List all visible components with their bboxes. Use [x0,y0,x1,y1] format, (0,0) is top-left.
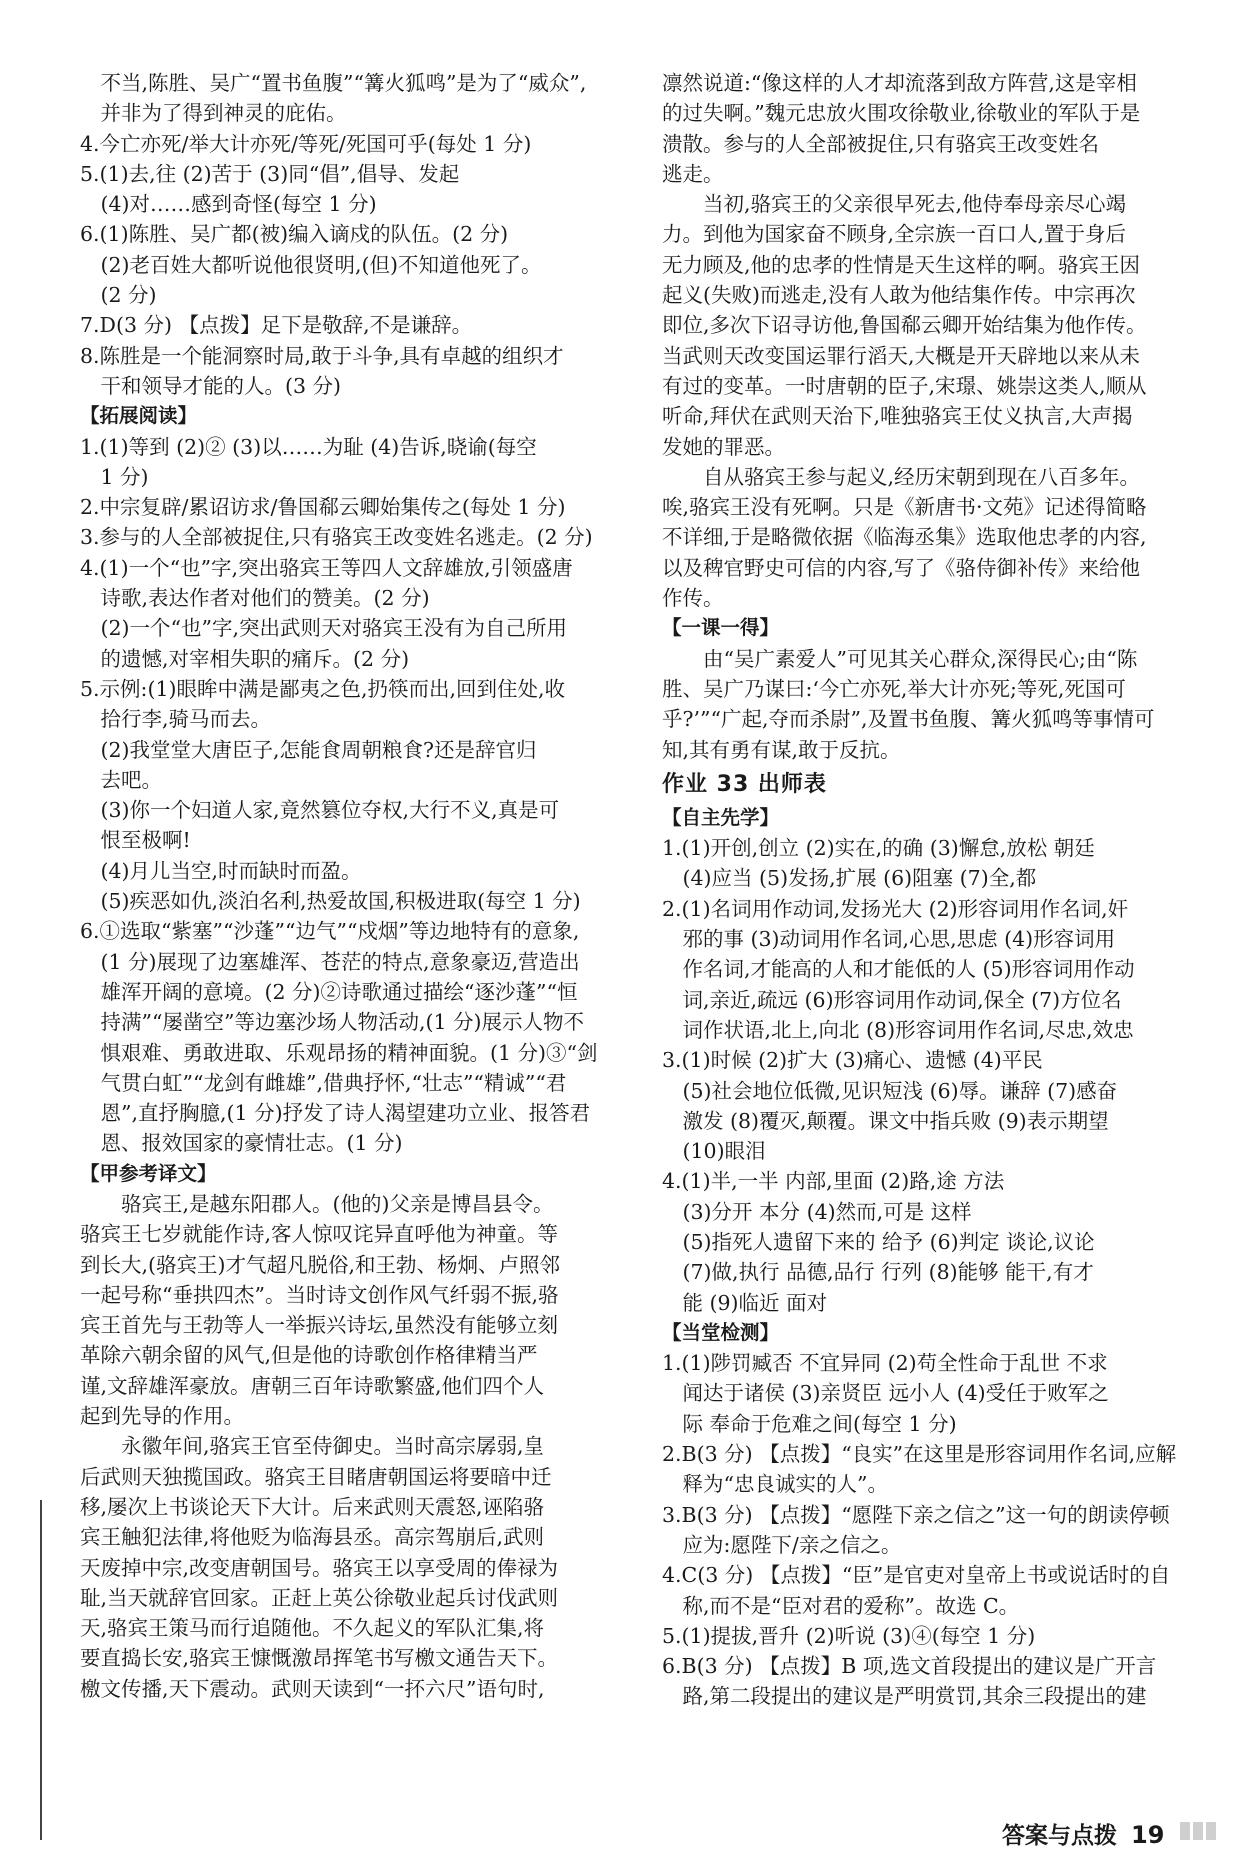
text-line: 宾王触犯法律,将他贬为临海县丞。高宗驾崩后,武则 [80,1525,545,1550]
text-line: 诗歌,表达作者对他们的赞美。(2 分) [100,586,430,611]
margin-line [40,1500,42,1840]
text-line: 天,骆宾王策马而行追随他。不久起义的军队汇集,将 [80,1616,545,1641]
text-line: 词作状语,北上,向北 (8)形容词用作名词,尽忠,效忠 [682,1017,1134,1042]
text-line: 作名词,才能高的人和才能低的人 (5)形容词用作动 [682,957,1135,982]
text-line: 恩、报效国家的豪情壮志。(1 分) [100,1131,403,1156]
text-line: 持满”“屡凿空”等边塞沙场人物活动,(1 分)展示人物不 [100,1010,585,1035]
text-line: (2)老百姓大都听说他很贤明,(但)不知道他死了。 [100,252,542,277]
text-line: (3)分开 本分 (4)然而,可是 这样 [682,1199,972,1224]
page-footer [1002,1817,1164,1850]
text-line: 当武则天改变国运罪行滔天,大概是开天辟地以来从未 [662,343,1141,368]
text-line: 逃走。 [662,161,724,186]
text-line: 天废掉中宗,改变唐朝国号。骆宾王以享受周的俸禄为 [80,1555,559,1580]
text-line: 1 分) [100,464,149,489]
text-line: (2 分) [100,283,157,308]
text-line: 谨,文辞雄浑豪放。唐朝三百年诗歌繁盛,他们四个人 [80,1373,545,1398]
text-line: 起到先导的作用。 [80,1404,244,1429]
text-line: 凛然说道:“像这样的人才却流落到敌方阵营,这是宰相 [662,71,1137,95]
left-column [80,68,640,1704]
text-line: 干和领导才能的人。(3 分) [100,373,342,398]
text-line: 宾王首先与王勃等人一举振兴诗坛,虽然没有能够立刻 [80,1313,559,1338]
text-line: 不当,陈胜、吴广“置书鱼腹”“篝火狐鸣”是为了“威众”, [100,71,587,95]
section-heading: 【当堂检测】 [662,1320,780,1344]
text-line: 4.(1)半,一半 内部,里面 (2)路,途 方法 [662,1169,1005,1194]
text-line: 1.(1)开创,创立 (2)实在,的确 (3)懈怠,放松 朝廷 [662,836,1095,861]
text-line: 7.D(3 分) 【点拨】足下是敬辞,不是谦辞。 [80,313,473,338]
section-heading: 【甲参考译文】 [80,1161,217,1185]
text-line: 由“吴广素爱人”可见其关心群众,深得民心;由“陈 [703,646,1138,671]
text-line: 革除六朝余留的风气,但是他的诗歌创作格律精当严 [80,1343,538,1368]
text-line: 5.(1)去,往 (2)苦于 (3)同“倡”,倡导、发起 [80,161,460,186]
text-line: 听命,拜伏在武则天治下,唯独骆宾王仗义执言,大声揭 [662,404,1133,429]
text-line: 气贯白虹”“龙剑有雌雄”,借典抒怀,“壮志”“精诚”“君 [100,1070,567,1095]
text-line: 称,而不是“臣对君的爱称”。故选 C。 [682,1593,1020,1618]
text-line: 溃散。参与的人全部被捉住,只有骆宾王改变姓名 [662,131,1100,156]
text-line: 3.参与的人全部被捉住,只有骆宾王改变姓名逃走。(2 分) [80,525,593,550]
text-line: 移,屡次上书谈论天下大计。后来武则天震怒,诬陷骆 [80,1494,545,1519]
text-line: 有过的变革。一时唐朝的臣子,宋璟、姚崇这类人,顺从 [662,373,1147,398]
text-line: 恨至极啊! [100,828,191,853]
text-line: 6.①选取“紫塞”“沙蓬”“边气”“戍烟”等边地特有的意象, [80,919,580,944]
text-line: (3)你一个妇道人家,竟然篡位夺权,大行不义,真是可 [100,798,560,823]
text-line: 4.今亡亦死/举大计亦死/等死/死国可乎(每处 1 分) [80,131,532,156]
text-line: 的过失啊。”魏元忠放火围攻徐敬业,徐敬业的军队于是 [662,101,1141,126]
page-number: 19 [1131,1821,1165,1849]
text-line: 要直捣长安,骆宾王慷慨激昂挥笔书写檄文通告天下。 [80,1646,559,1671]
footer-label: 答案与点拨 [1002,1823,1117,1849]
text-line: 骆宾王七岁就能作诗,客人惊叹诧异直呼他为神童。等 [80,1222,559,1247]
text-line: (5)社会地位低微,见识短浅 (6)辱。谦辞 (7)感奋 [682,1078,1118,1103]
text-line: 激发 (8)覆灭,颠覆。课文中指兵败 (9)表示期望 [682,1108,1109,1133]
text-line: 无力顾及,他的忠孝的性情是天生这样的啊。骆宾王因 [662,252,1141,277]
text-line: 乎?’”“广起,夺而杀尉”,及置书鱼腹、篝火狐鸣等事情可 [662,707,1155,732]
text-line: 不详细,于是略微依据《临海丞集》选取他忠孝的内容, [662,525,1147,550]
text-line: 4.(1)一个“也”字,突出骆宾王等四人文辞雄放,引领盛唐 [80,555,573,580]
text-line: 的遗憾,对宰相失职的痛斥。(2 分) [100,646,410,671]
text-line: 雄浑开阔的意境。(2 分)②诗歌通过描绘“逐沙蓬”“恒 [100,979,578,1004]
text-line: 际 奉命于危难之间(每空 1 分) [682,1411,957,1436]
text-line: 以及稗官野史可信的内容,写了《骆侍御补传》来给他 [662,555,1141,580]
text-line: 唉,骆宾王没有死啊。只是《新唐书·文苑》记述得简略 [662,495,1147,520]
text-line: (2)一个“也”字,突出武则天对骆宾王没有为自己所用 [100,616,568,641]
text-line: 惧艰难、勇敢进取、乐观昂扬的精神面貌。(1 分)③“剑 [100,1040,598,1065]
text-line: 去吧。 [100,767,162,792]
text-line: 拾行李,骑马而去。 [100,707,272,732]
text-line: 骆宾王,是越东阳郡人。(他的)父亲是博昌县令。 [121,1191,554,1216]
text-line: (5)疾恶如仇,淡泊名利,热爱故国,积极进取(每空 1 分) [100,889,581,914]
assignment-title: 作业 33 出师表 [662,771,827,797]
section-heading: 【自主先学】 [662,805,780,829]
text-line: 2.中宗复辟/累诏访求/鲁国郗云卿始集传之(每处 1 分) [80,495,566,520]
text-line: 起义(失败)而逃走,没有人敢为他结集作传。中宗再次 [662,283,1136,308]
text-line: 恩”,直抒胸臆,(1 分)抒发了诗人渴望建功立业、报答君 [100,1101,591,1126]
text-line: 5.(1)提拔,晋升 (2)听说 (3)④(每空 1 分) [662,1623,1036,1648]
text-line: 并非为了得到神灵的庇佑。 [100,101,347,126]
text-line: 自从骆宾王参与起义,经历宋朝到现在八百多年。 [703,464,1141,489]
text-line: 6.(1)陈胜、吴广都(被)编入谪戍的队伍。(2 分) [80,222,509,247]
text-line: 一起号称“垂拱四杰”。当时诗文创作风气纤弱不振,骆 [80,1282,559,1307]
text-line: 作传。 [662,586,724,611]
text-line: (7)做,执行 品德,品行 行列 (8)能够 能干,有才 [682,1260,1094,1285]
text-line: (1 分)展现了边塞雄浑、苍茫的特点,意象豪迈,营造出 [100,949,580,974]
text-line: 闻达于诸侯 (3)亲贤臣 远小人 (4)受任于败军之 [682,1381,1109,1406]
text-line: 3.B(3 分) 【点拨】“愿陛下亲之信之”这一句的朗读停顿 [662,1502,1170,1527]
text-line: 6.B(3 分) 【点拨】B 项,选文首段提出的建议是广开言 [662,1654,1157,1679]
text-line: 知,其有勇有谋,敢于反抗。 [662,737,901,762]
text-line: 发她的罪恶。 [662,434,785,459]
text-line: 1.(1)陟罚臧否 不宜异同 (2)苟全性命于乱世 不求 [662,1351,1108,1376]
text-line: 词,亲近,疏远 (6)形容词用作动词,保全 (7)方位名 [682,987,1122,1012]
text-line: 8.陈胜是一个能洞察时局,敢于斗争,具有卓越的组织才 [80,343,564,368]
footer-decoration [1180,1822,1232,1840]
text-line: 邪的事 (3)动词用作名词,心思,思虑 (4)形容词用 [682,927,1116,952]
text-line: (4)应当 (5)发扬,扩展 (6)阻塞 (7)全,都 [682,866,1037,891]
text-line: (2)我堂堂大唐臣子,怎能食周朝粮食?还是辞官归 [100,737,537,762]
text-line: 即位,多次下诏寻访他,鲁国郗云卿开始结集为他作传。 [662,313,1147,338]
text-line: 后武则天独揽国政。骆宾王目睹唐朝国运将要暗中迁 [80,1464,552,1489]
text-line: 应为:愿陛下/亲之信之。 [682,1532,902,1557]
text-line: (4)对……感到奇怪(每空 1 分) [100,192,377,217]
section-heading: 【拓展阅读】 [80,404,198,428]
text-line: 2.B(3 分) 【点拨】“良实”在这里是形容词用作名词,应解 [662,1442,1177,1467]
text-line: 路,第二段提出的建议是严明赏罚,其余三段提出的建 [682,1684,1147,1709]
section-heading: 【一课一得】 [662,616,780,640]
text-line: 胜、吴广乃谋曰:‘今亡亦死,举大计亦死;等死,死国可 [662,676,1126,701]
right-column [662,68,1180,1712]
text-line: 永徽年间,骆宾王官至侍御史。当时高宗孱弱,皇 [121,1434,545,1459]
text-line: 1.(1)等到 (2)② (3)以……为耻 (4)告诉,晓谕(每空 [80,434,537,459]
text-line: 当初,骆宾王的父亲很早死去,他侍奉母亲尽心竭 [703,192,1127,217]
text-line: 3.(1)时候 (2)扩大 (3)痛心、遗憾 (4)平民 [662,1048,1043,1073]
text-line: 5.示例:(1)眼眸中满是鄙夷之色,扔筷而出,回到住处,收 [80,676,566,701]
text-line: (5)指死人遗留下来的 给予 (6)判定 谈论,议论 [682,1229,1095,1254]
text-line: 檄文传播,天下震动。武则天读到“一抔六尺”语句时, [80,1676,545,1701]
text-line: 释为“忠良诚实的人”。 [682,1472,888,1497]
text-line: 能 (9)临近 面对 [682,1290,828,1315]
text-line: 力。到他为国家奋不顾身,全宗族一百口人,置于身后 [662,222,1127,247]
text-line: 4.C(3 分) 【点拨】“臣”是官吏对皇帝上书或说话时的自 [662,1563,1171,1588]
text-line: (10)眼泪 [682,1139,766,1164]
text-line: (4)月儿当空,时而缺时而盈。 [100,858,362,883]
text-line: 到长大,(骆宾王)才气超凡脱俗,和王勃、杨炯、卢照邻 [80,1252,561,1277]
text-line: 耻,当天就辞官回家。正赶上英公徐敬业起兵讨伐武则 [80,1585,559,1610]
text-line: 2.(1)名词用作动词,发扬光大 (2)形容词用作名词,奸 [662,896,1129,921]
